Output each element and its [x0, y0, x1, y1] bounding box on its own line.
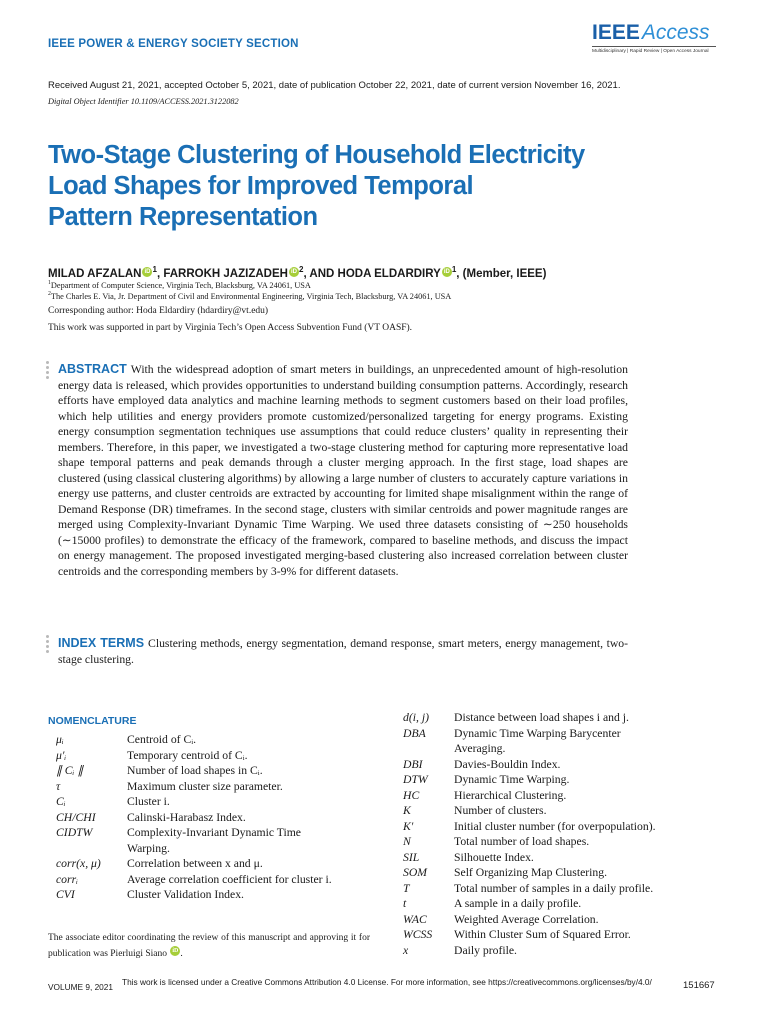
nomenclature-entry — [403, 741, 703, 757]
author-affiliation-mark: 1 — [451, 265, 457, 274]
nomenclature-entry — [56, 841, 376, 857]
nomenclature-definition: Maximum cluster size parameter. — [127, 779, 283, 793]
nomenclature-entry — [403, 912, 703, 928]
nomenclature-entry — [403, 943, 703, 959]
nomenclature-definition: Cluster i. — [127, 795, 170, 808]
nomenclature-entry — [403, 927, 703, 943]
section-label: IEEE POWER & ENERGY SOCIETY SECTION — [48, 38, 299, 50]
nomenclature-symbol: DBA — [403, 726, 426, 740]
author-affiliation-mark: 2 — [298, 265, 304, 274]
nomenclature-symbol: x — [403, 943, 409, 957]
nomenclature-definition: Silhouette Index. — [454, 850, 534, 864]
nomenclature-symbol: Cᵢ — [56, 795, 66, 808]
nomenclature-entry — [403, 865, 703, 881]
nomenclature-entry — [403, 896, 703, 912]
funding-statement: This work was supported in part by Virginia Tech’s Open Access Subvention Fund (VT OASF). — [48, 323, 413, 333]
nomenclature-definition: Self Organizing Map Clustering. — [454, 866, 607, 879]
nomenclature-definition: Complexity-Invariant Dynamic Time — [127, 826, 301, 839]
affiliation-2: $^2$The Charles E. Via, Jr. Department of Civil and Environmental Engineering, Virginia Tech, Blacksburg, VA 24061, USA — [48, 291, 452, 301]
nomenclature-definition: Distance between load shapes i and j. — [454, 711, 629, 724]
orcid-icon[interactable]: iD — [172, 948, 179, 954]
nomenclature-definition: Number of load shapes in Cᵢ. — [127, 764, 263, 777]
dots-icon — [46, 361, 52, 381]
nomenclature-entry — [403, 757, 703, 773]
logo-wordmark: IEEEAccess — [592, 21, 710, 44]
nomenclature-entry — [56, 825, 376, 841]
nomenclature-symbol: DTW — [403, 773, 428, 786]
nomenclature-symbol: N — [403, 835, 411, 848]
index-terms — [58, 636, 628, 667]
nomenclature-symbol: HC — [403, 788, 420, 802]
nomenclature-symbol: CIDTW — [56, 826, 93, 839]
author-name: , FARROKH JAZIZADEH — [156, 267, 288, 280]
author-name: MILAD AFZALAN — [48, 267, 142, 280]
nomenclature-definition: Warping. — [127, 841, 170, 855]
nomenclature-entry — [403, 881, 703, 897]
nomenclature-entry — [403, 788, 703, 804]
nomenclature-entry — [403, 772, 703, 788]
publication-dates: Received August 21, 2021, accepted October 5, 2021, date of publication October 22, 2021, date of current version November 16, 2021. — [48, 80, 621, 91]
nomenclature-symbol: K′ — [403, 819, 414, 833]
nomenclature-definition: Average correlation coefficient for cluster i. — [127, 872, 332, 886]
footer-license[interactable]: This work is licensed under a Creative Commons Attribution 4.0 License. For more information, see https://creativecommons.org/licenses/by/4.0/ — [122, 977, 652, 987]
nomenclature-entry — [56, 794, 376, 810]
author-affiliation-mark: 1 — [152, 265, 157, 274]
nomenclature-entry — [403, 710, 703, 726]
nomenclature-definition: Dynamic Time Warping Barycenter — [454, 726, 621, 740]
nomenclature-definition: Total number of load shapes. — [454, 835, 590, 848]
logo-tagline: Multidisciplinary | Rapid Review | Open Access Journal — [592, 49, 709, 54]
title-line: Two-Stage Clustering of Household Electricity — [48, 141, 585, 169]
editor-note: The associate editor coordinating the review of this manuscript and approving it for publication was Pierluigi Siano iD . — [48, 933, 370, 959]
nomenclature-entry — [56, 810, 376, 826]
nomenclature-symbol: μᵢ — [56, 733, 64, 746]
nomenclature-definition: Number of clusters. — [454, 804, 547, 817]
logo-rule — [592, 46, 716, 47]
corresponding-author: Corresponding author: Hoda Eldardiry (hdardiry@vt.edu) — [48, 306, 269, 316]
abstract-label: ABSTRACT — [58, 362, 127, 376]
paper-title — [48, 140, 688, 233]
index-terms-text: Clustering methods, energy segmentation, demand response, smart meters, energy management, two-stage clustering. — [58, 637, 628, 666]
nomenclature-entry — [56, 763, 376, 779]
doi[interactable]: Digital Object Identifier 10.1109/ACCESS.2021.3122082 — [48, 97, 239, 106]
nomenclature-symbol: DBI — [403, 757, 423, 771]
nomenclature-definition: Calinski-Harabasz Index. — [127, 810, 246, 824]
nomenclature-symbol: d(i, j) — [403, 711, 429, 724]
nomenclature-entry — [56, 779, 376, 795]
nomenclature-symbol: corrᵢ — [56, 872, 78, 886]
affiliation-1: $^1$Department of Computer Science, Virginia Tech, Blacksburg, VA 24061, USA — [48, 280, 311, 290]
page-number: 151667 — [683, 980, 715, 991]
nomenclature-definition: Centroid of Cᵢ. — [127, 733, 197, 746]
nomenclature-symbol: τ — [56, 779, 61, 793]
nomenclature-symbol: CH/CHI — [56, 810, 96, 824]
nomenclature-symbol: T — [403, 881, 410, 895]
nomenclature-definition: Daily profile. — [454, 943, 517, 957]
nomenclature-definition: Averaging. — [454, 742, 506, 755]
nomenclature-definition: Initial cluster number (for overpopulation). — [454, 819, 656, 833]
nomenclature-symbol: K — [403, 804, 411, 817]
nomenclature-entry — [403, 803, 703, 819]
index-terms-label: INDEX TERMS — [58, 636, 145, 650]
nomenclature-entry — [403, 726, 703, 742]
abstract — [58, 362, 628, 579]
nomenclature-definition: Temporary centroid of Cᵢ. — [127, 748, 248, 762]
abstract-text: With the widespread adoption of smart meters in buildings, an unprecedented amount of high-resolution energy data is released, which provides opportunities to understand building consumption patterns. Accordingly, research efforts have employed data analytics and machine learning methods to segment customers based on their load profiles, which help utilities and energy providers promote customized/personalized targeting for energy programs. Existing energy consumption segmentation techniques use assumptions that could reduce clusters’ quality in representing their members. Therefore, in this paper, we investigated a two-stage clustering method for capturing more representative load shape temporal patterns and peak demands through a cluster merging approach. In the first stage, load shapes are clustered (using classical clustering algorithms) by allowing a large number of clusters to accurately capture variations in energy use patterns, and cluster centroids are extracted by accounting for limited shape misalignment within the range of Demand Response (DR) timeframes. In the second stage, clusters with similar centroids and power magnitude ranges are merged using Complexity-Invariant Dynamic Time Warping. We used three datasets consisting of ∼250 households (∼15000 profiles) to demonstrate the efficacy of the framework, compared to baseline methods, and discuss the impact on energy management. The proposed investigated merging-based clustering also increased correlation between cluster centroids and the corresponding members by 3-9% for different datasets. — [58, 363, 628, 578]
author-membership: , (Member, IEEE) — [456, 267, 547, 280]
nomenclature-definition: Davies-Bouldin Index. — [454, 757, 561, 771]
footer-volume: VOLUME 9, 2021 — [48, 982, 114, 992]
nomenclature-definition: Hierarchical Clustering. — [454, 788, 567, 802]
nomenclature-symbol: ∥ Cᵢ ∥ — [56, 764, 84, 777]
nomenclature-entry — [56, 748, 376, 764]
nomenclature-definition: Dynamic Time Warping. — [454, 773, 570, 786]
nomenclature-entry — [56, 732, 376, 748]
nomenclature-symbol: corr(x, μ) — [56, 857, 101, 870]
nomenclature-definition: Weighted Average Correlation. — [454, 912, 599, 926]
title-line: Load Shapes for Improved Temporal — [48, 172, 474, 200]
nomenclature-definition: A sample in a daily profile. — [454, 897, 582, 910]
nomenclature-symbol: SOM — [403, 866, 428, 879]
nomenclature-entry — [56, 856, 376, 872]
author-name: , AND HODA ELDARDIRY — [303, 267, 441, 280]
nomenclature-entry — [403, 850, 703, 866]
nomenclature-heading: NOMENCLATURE — [48, 715, 137, 727]
nomenclature-symbol: CVI — [56, 888, 75, 901]
orcid-icon[interactable]: iD — [144, 268, 151, 275]
nomenclature-entry — [56, 872, 376, 888]
nomenclature-symbol: WAC — [403, 912, 427, 926]
nomenclature-entry — [403, 819, 703, 835]
nomenclature-entry — [56, 887, 376, 903]
nomenclature-symbol: SIL — [403, 850, 420, 864]
orcid-icon[interactable]: iD — [290, 268, 297, 275]
nomenclature-definition: Total number of samples in a daily profile. — [454, 881, 654, 895]
dots-icon — [46, 635, 52, 655]
nomenclature-symbol: WCSS — [403, 928, 433, 941]
nomenclature-definition: Cluster Validation Index. — [127, 888, 244, 901]
author-list — [48, 265, 546, 280]
nomenclature-entry — [403, 834, 703, 850]
title-line: Pattern Representation — [48, 203, 318, 231]
nomenclature-definition: Within Cluster Sum of Squared Error. — [454, 928, 631, 941]
nomenclature-symbol: t — [403, 897, 407, 910]
ieee-access-logo — [592, 22, 722, 54]
orcid-icon[interactable]: iD — [443, 268, 450, 275]
nomenclature-definition: Correlation between x and μ. — [127, 857, 263, 870]
nomenclature-symbol: μ′ᵢ — [56, 748, 67, 762]
